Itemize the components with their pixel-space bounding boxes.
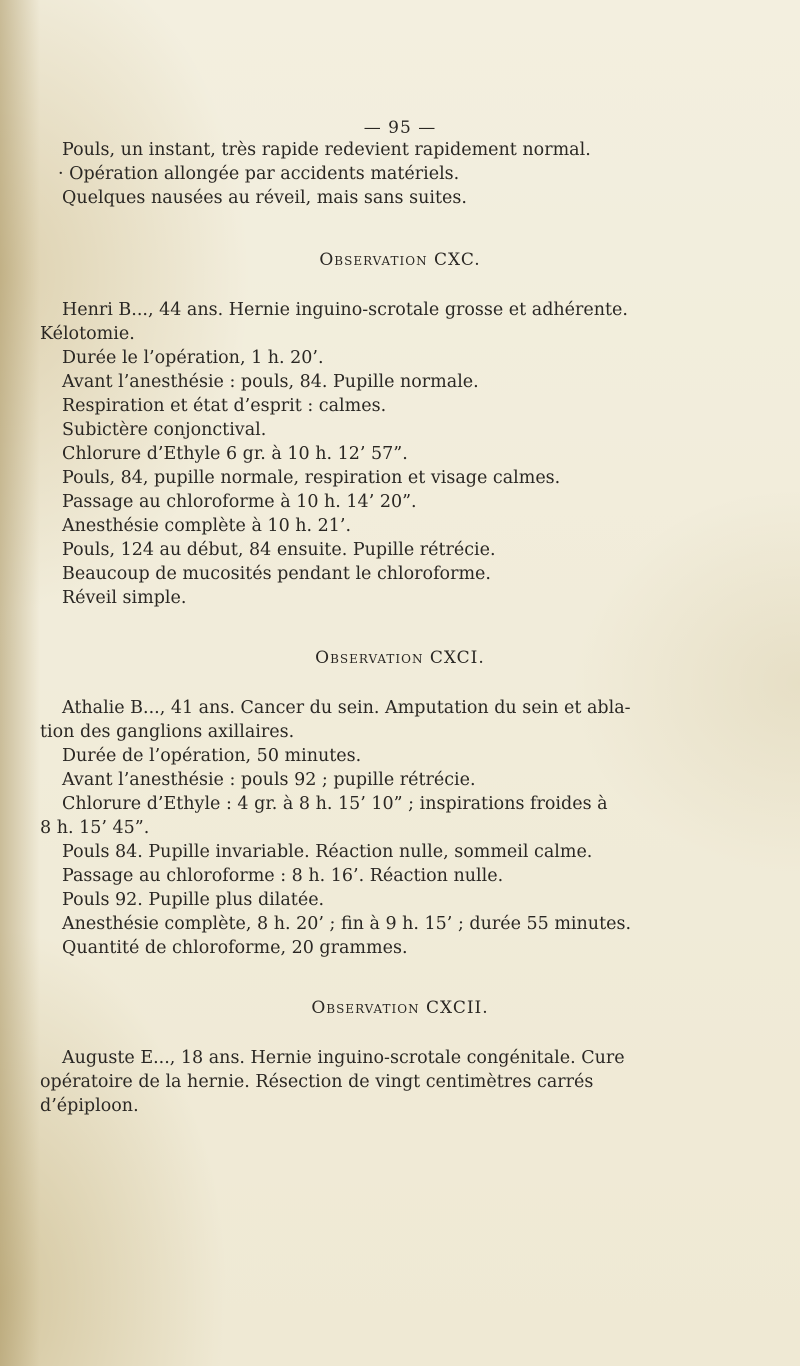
obs-cxc-line-4: Avant l’anesthésie : pouls, 84. Pupille normale. [62, 372, 479, 392]
obs-cxci-line-2: tion des ganglions axillaires. [40, 722, 295, 742]
observation-cxci-heading: Observation CXCI. [315, 648, 485, 668]
obs-cxc-line-5: Respiration et état d’esprit : calmes. [62, 396, 387, 416]
obs-cxc-line-11: Pouls, 124 au début, 84 ensuite. Pupille rétrécie. [62, 540, 496, 560]
page-edge-shadow [0, 0, 40, 1366]
obs-cxc-line-6: Subictère conjonctival. [62, 420, 267, 440]
observation-cxcii-heading: Observation CXCII. [311, 998, 489, 1018]
obs-cxc-line-10: Anesthésie complète à 10 h. 21’. [62, 516, 352, 536]
obs-cxci-line-7: Pouls 84. Pupille invariable. Réaction nulle, sommeil calme. [62, 842, 593, 862]
obs-cxc-line-7: Chlorure d’Ethyle 6 gr. à 10 h. 12’ 57”. [62, 444, 408, 464]
obs-cxci-line-3: Durée de l’opération, 50 minutes. [62, 746, 362, 766]
obs-cxcii-line-2: opératoire de la hernie. Résection de vingt centimètres carrés [40, 1072, 594, 1092]
obs-cxc-line-8: Pouls, 84, pupille normale, respiration et visage calmes. [62, 468, 561, 488]
intro-line-3: Quelques nausées au réveil, mais sans suites. [62, 188, 467, 208]
obs-cxcii-line-1: Auguste E..., 18 ans. Hernie inguino-scrotale congénitale. Cure [62, 1048, 625, 1068]
obs-cxc-line-2: Kélotomie. [40, 324, 135, 344]
intro-line-2: · Opération allongée par accidents matériels. [58, 164, 460, 184]
obs-cxc-line-3: Durée le l’opération, 1 h. 20’. [62, 348, 324, 368]
obs-cxci-line-5: Chlorure d’Ethyle : 4 gr. à 8 h. 15’ 10” ; inspirations froides à [62, 794, 608, 814]
obs-cxci-line-8: Passage au chloroforme : 8 h. 16’. Réaction nulle. [62, 866, 504, 886]
obs-cxci-line-10: Anesthésie complète, 8 h. 20’ ; fin à 9 h. 15’ ; durée 55 minutes. [62, 914, 632, 934]
obs-cxc-line-12: Beaucoup de mucosités pendant le chloroforme. [62, 564, 491, 584]
obs-cxci-line-4: Avant l’anesthésie : pouls 92 ; pupille rétrécie. [62, 770, 476, 790]
obs-cxcii-line-3: d’épiploon. [40, 1096, 139, 1116]
obs-cxc-line-1: Henri B..., 44 ans. Hernie inguino-scrotale grosse et adhérente. [62, 300, 628, 320]
obs-cxci-line-9: Pouls 92. Pupille plus dilatée. [62, 890, 325, 910]
obs-cxc-line-9: Passage au chloroforme à 10 h. 14’ 20”. [62, 492, 417, 512]
obs-cxci-line-6: 8 h. 15’ 45”. [40, 818, 150, 838]
obs-cxc-line-13: Réveil simple. [62, 588, 187, 608]
observation-cxc-heading: Observation CXC. [319, 250, 481, 270]
obs-cxci-line-1: Athalie B..., 41 ans. Cancer du sein. Amputation du sein et abla- [62, 698, 631, 718]
obs-cxci-line-11: Quantité de chloroforme, 20 grammes. [62, 938, 408, 958]
page-number: — 95 — [363, 118, 437, 138]
intro-line-1: Pouls, un instant, très rapide redevient rapidement normal. [62, 140, 591, 160]
